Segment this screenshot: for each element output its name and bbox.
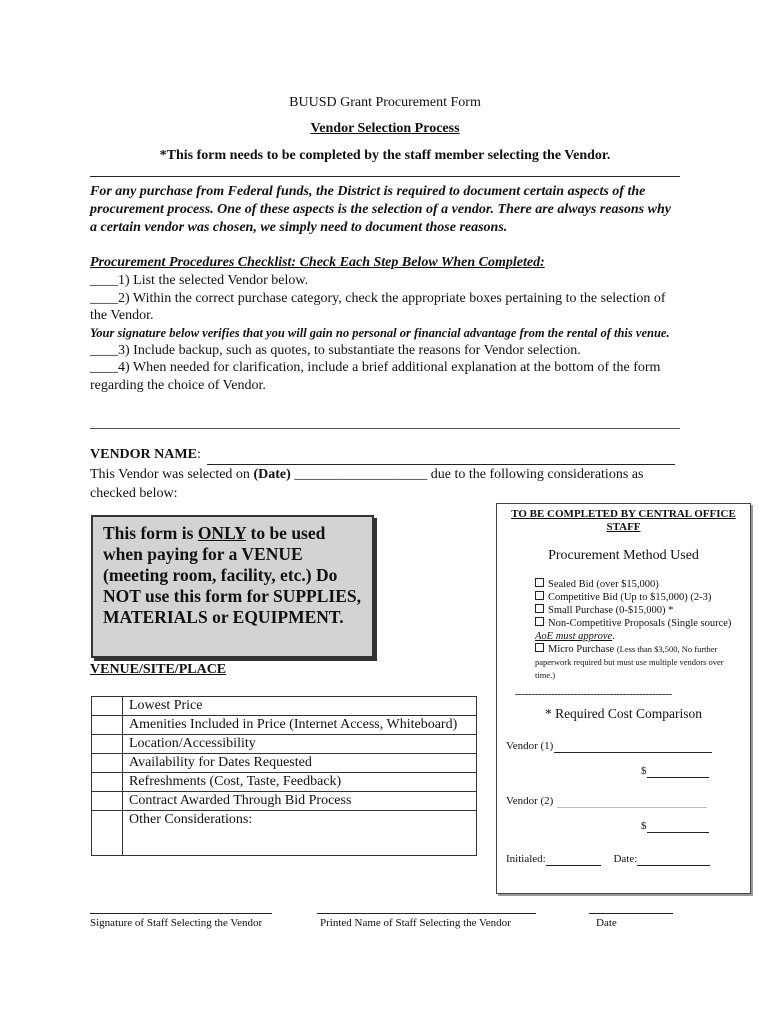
table-row: [92, 754, 477, 773]
criteria-label: Location/Accessibility: [123, 735, 477, 754]
list-item: [535, 578, 735, 591]
form-title: BUUSD Grant Procurement Form: [289, 95, 481, 110]
selected-date-field[interactable]: ___________________: [290, 467, 431, 482]
instruction-text: *This form needs to be completed by the staff member selecting the Vendor.: [159, 148, 611, 163]
vendor-1-amount-field[interactable]: [647, 765, 709, 778]
vendor-2-field[interactable]: [557, 795, 707, 808]
criteria-label: Lowest Price: [123, 697, 477, 716]
criteria-label: Contract Awarded Through Bid Process: [123, 792, 477, 811]
notice-pre: This form is: [103, 523, 198, 543]
procurement-method-title: Procurement Method Used: [548, 548, 699, 563]
checklist-step-4[interactable]: ____4) When needed for clarification, include a brief additional explanation at the bottom of the form regarding the choice of Vendor.: [90, 360, 661, 393]
vendor-name-text: VENDOR NAME: [90, 447, 197, 462]
criteria-label: Availability for Dates Requested: [123, 754, 477, 773]
dollar-sign: $: [641, 820, 647, 832]
table-row: [92, 735, 477, 754]
table-row: [92, 716, 477, 735]
method-label: Sealed Bid (over $15,000): [548, 579, 659, 590]
criteria-label: Amenities Included in Price (Internet Access, Whiteboard): [123, 716, 477, 735]
table-row: [92, 811, 477, 856]
criteria-checkbox[interactable]: [92, 754, 123, 773]
header-divider: [90, 176, 680, 177]
checkbox-icon[interactable]: [535, 591, 544, 600]
notice-only: ONLY: [197, 523, 247, 543]
printed-name-label: Printed Name of Staff Selecting the Vendor: [320, 917, 511, 929]
printed-name-line[interactable]: [317, 913, 536, 914]
checklist-divider: [90, 428, 680, 429]
central-date-field[interactable]: [637, 853, 710, 866]
criteria-checkbox[interactable]: [92, 773, 123, 792]
initialed-field[interactable]: [546, 853, 601, 866]
vendor-1-amount-row: [641, 765, 750, 778]
central-office-heading: TO BE COMPLETED BY CENTRAL OFFICE STAFF: [511, 508, 736, 533]
vendor-name-colon: :: [196, 447, 201, 462]
vendor-name-label: [90, 447, 201, 463]
checklist-steps: [90, 272, 680, 394]
table-row: [92, 697, 477, 716]
central-office-box: [496, 503, 751, 894]
staff-signature-label: Signature of Staff Selecting the Vendor: [90, 917, 263, 929]
selected-suffix: due to the following considerations as checked below:: [90, 467, 644, 501]
checkbox-icon[interactable]: [535, 578, 544, 587]
initialed-label: Initialed:: [506, 853, 546, 865]
list-item: [535, 643, 735, 682]
procurement-method-list: [535, 578, 735, 682]
cost-comparison-title: * Required Cost Comparison: [544, 706, 703, 721]
vendor-2-amount-row: [641, 820, 750, 833]
criteria-label: Refreshments (Cost, Taste, Feedback): [123, 773, 477, 792]
vendor-1-row: [506, 740, 750, 753]
checkbox-icon[interactable]: [535, 617, 544, 626]
checklist-step-2[interactable]: ____2) Within the correct purchase category, check the appropriate boxes pertaining to the selection of the Vendor.: [90, 290, 666, 323]
vendor-1-field[interactable]: [554, 740, 712, 753]
table-row: [92, 792, 477, 811]
table-row: [92, 773, 477, 792]
criteria-checkbox[interactable]: [92, 716, 123, 735]
criteria-checkbox[interactable]: [92, 792, 123, 811]
method-label: Micro Purchase: [548, 644, 617, 655]
criteria-checkbox[interactable]: [92, 811, 123, 856]
section-title: Vendor Selection Process: [310, 121, 460, 136]
section-divider: ------------------------------------------------: [515, 688, 672, 700]
staff-signature-line[interactable]: [90, 913, 272, 914]
method-label: Competitive Bid (Up to $15,000) (2-3): [548, 592, 712, 603]
vendor-1-label: Vendor (1): [506, 740, 554, 752]
checklist-step-3[interactable]: ____3) Include backup, such as quotes, to substantiate the reasons for Vendor selection.: [90, 342, 581, 358]
vendor-2-label: Vendor (2): [506, 795, 554, 807]
venue-heading: VENUE/SITE/PLACE: [90, 662, 227, 677]
list-item: [535, 591, 735, 604]
central-date-label: Date:: [613, 853, 638, 865]
initialed-row: [506, 853, 750, 866]
signature-note: Your signature below verifies that you will gain no personal or financial advantage from the rental of this venue.: [90, 325, 670, 340]
venue-criteria-table: [91, 696, 477, 856]
checklist-heading: Procurement Procedures Checklist: Check Each Step Below When Completed:: [90, 255, 545, 270]
intro-paragraph: For any purchase from Federal funds, the District is required to document certain aspects of the procurement process. One of these aspects is the selection of a vendor. There are always reasons why a certain vendor was chosen, we simply need to document those reasons.: [90, 184, 671, 235]
checkbox-icon[interactable]: [535, 604, 544, 613]
dollar-sign: $: [641, 765, 647, 777]
micro-purchase-note: (Less than $3,500, No further paperwork required but must use multiple vendors over time.): [535, 644, 724, 680]
venue-only-notice: [91, 515, 374, 658]
criteria-checkbox[interactable]: [92, 735, 123, 754]
selected-date-label: (Date): [253, 467, 291, 482]
vendor-selected-text: [90, 465, 690, 503]
criteria-label: Other Considerations:: [123, 811, 477, 856]
vendor-2-amount-field[interactable]: [647, 820, 709, 833]
method-label: Non-Competitive Proposals (Single source): [548, 618, 732, 629]
list-item: [535, 604, 735, 617]
criteria-checkbox[interactable]: [92, 697, 123, 716]
notice-post: to be used when paying for a VENUE (meeting room, facility, etc.) Do NOT use this form for SUPPLIES, MATERIALS or EQUIPMENT.: [103, 523, 361, 627]
checklist-step-1[interactable]: ____1) List the selected Vendor below.: [90, 273, 309, 288]
aoe-approve-text: AoE must approve: [535, 631, 613, 642]
date-line[interactable]: [589, 913, 673, 914]
method-period: .: [612, 631, 615, 642]
checkbox-icon[interactable]: [535, 643, 544, 652]
selected-prefix: This Vendor was selected on: [90, 467, 254, 482]
method-label: Small Purchase (0-$15,000) *: [548, 605, 674, 616]
list-item: [535, 617, 735, 643]
vendor-2-row: [506, 795, 750, 808]
date-label: Date: [596, 917, 617, 929]
